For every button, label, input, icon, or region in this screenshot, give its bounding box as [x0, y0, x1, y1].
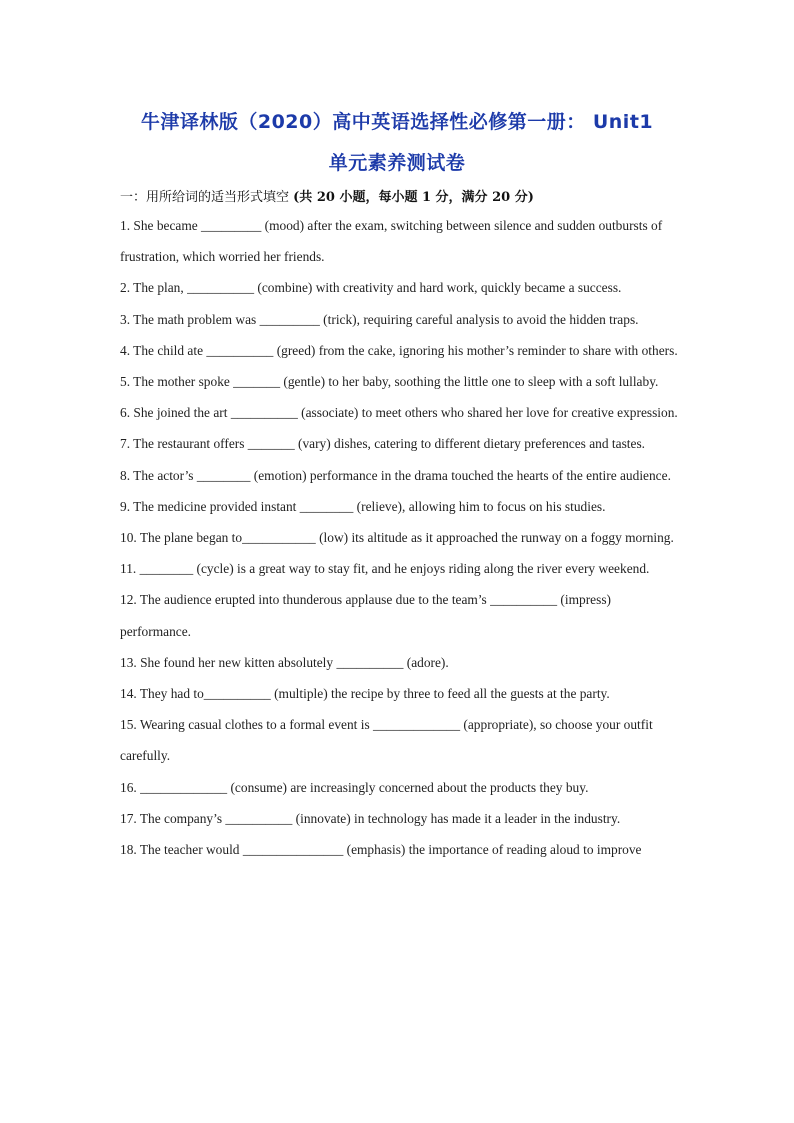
- question-item: 7. The restaurant offers _______ (vary) dishes, catering to different dietary preferences and tastes.: [120, 436, 646, 452]
- question-item: 3. The math problem was _________ (trick), requiring careful analysis to avoid the hidden traps.: [120, 311, 639, 327]
- section-heading-text: 一：用所给词的适当形式填空: [120, 190, 290, 205]
- question-item: 9. The medicine provided instant ________ (relieve), allowing him to focus on his studies.: [120, 498, 606, 514]
- question-item: 18. The teacher would _______________ (emphasis) the importance of reading aloud to improve: [120, 842, 642, 858]
- question-list: [120, 210, 680, 865]
- document-title: 牛津译林版（2020）高中英语选择性必修第一册： Unit1: [140, 111, 654, 133]
- question-item: 5. The mother spoke _______ (gentle) to her baby, soothing the little one to sleep with a soft lullaby.: [120, 374, 659, 390]
- question-item: 6. She joined the art __________ (associate) to meet others who shared her love for creative expression.: [120, 405, 678, 421]
- question-item: 13. She found her new kitten absolutely __________ (adore).: [120, 654, 449, 670]
- question-item: 17. The company’s __________ (innovate) in technology has made it a leader in the industry.: [120, 810, 621, 826]
- question-item: 1. She became _________ (mood) after the exam, switching between silence and sudden outbursts of frustration, which worried her friends.: [120, 218, 663, 265]
- question-item: 16. _____________ (consume) are increasingly concerned about the products they buy.: [120, 779, 589, 795]
- question-item: 10. The plane began to___________ (low) its altitude as it approached the runway on a foggy morning.: [120, 530, 674, 546]
- question-item: 14. They had to__________ (multiple) the recipe by three to feed all the guests at the party.: [120, 686, 610, 702]
- question-item: 4. The child ate __________ (greed) from the cake, ignoring his mother’s reminder to share with others.: [120, 342, 678, 358]
- document-subtitle: 单元素养测试卷: [328, 152, 466, 174]
- section-note: (共 20 小题，每小题 1 分，满分 20 分): [293, 190, 534, 205]
- question-item: 12. The audience erupted into thunderous applause due to the team’s __________ (impress) performance.: [120, 592, 611, 639]
- section-heading: [120, 186, 534, 205]
- question-item: 8. The actor’s ________ (emotion) performance in the drama touched the hearts of the entire audience.: [120, 467, 671, 483]
- question-item: 15. Wearing casual clothes to a formal event is _____________ (appropriate), so choose your outfit carefully.: [120, 717, 653, 764]
- question-item: 11. ________ (cycle) is a great way to stay fit, and he enjoys riding along the river every weekend.: [120, 561, 650, 577]
- question-item: 2. The plan, __________ (combine) with creativity and hard work, quickly became a success.: [120, 280, 622, 296]
